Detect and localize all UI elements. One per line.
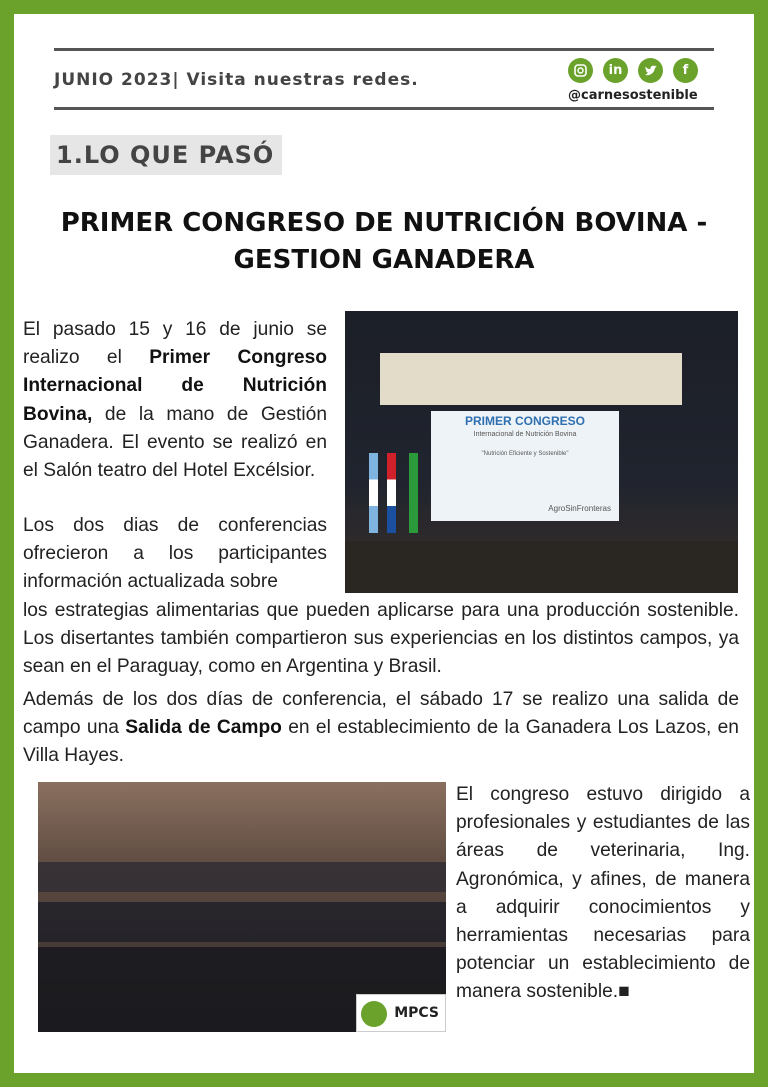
stage-banner: [380, 353, 682, 405]
brazil-flag: [409, 453, 418, 533]
audience-text: El congreso estuvo dirigido a profesionales y estudiantes de las áreas de veterinaria, Ing. Agronómica, y afines, de manera a adquirir conocimientos y herramientas necesarias para potenciar un establecimiento de manera sostenible.: [456, 784, 750, 1003]
intro-text-a: El pasado 15 y 16 de junio se realizo el: [23, 319, 327, 369]
instagram-icon[interactable]: [568, 58, 593, 83]
field-trip-text-a: Además de los dos días de conferencia, el sábado 17 se realizo una salida de campo una: [23, 689, 739, 739]
paragraph-conferences-start: Los dos dias de conferencias ofrecieron a los participantes información actualizada sobre: [23, 515, 327, 593]
argentina-flag: [369, 453, 378, 533]
facebook-icon[interactable]: f: [673, 58, 698, 83]
projection-screen: [431, 411, 619, 521]
mpcs-logo-mark: [361, 1001, 387, 1027]
paragraph-intro: [23, 316, 327, 485]
paraguay-flag: [387, 453, 396, 533]
field-trip-text-c: en el establecimiento de la Ganadera Los Lazos, en Villa Hayes.: [23, 717, 739, 767]
article-title-line2: GESTION GANADERA: [233, 245, 535, 275]
stage-floor: [345, 541, 738, 593]
paragraph-audience: [456, 781, 750, 1007]
screen-subtitle: Internacional de Nutrición Bovina: [473, 431, 577, 438]
screen-sponsor: AgroSinFronteras: [548, 504, 611, 513]
social-links: [568, 58, 698, 83]
linkedin-icon[interactable]: in: [603, 58, 628, 83]
mpcs-logo-text: MPCS: [394, 1005, 439, 1021]
audience-row-back: [38, 862, 446, 892]
audience-row-middle: [38, 902, 446, 942]
social-handle[interactable]: @carnesostenible: [568, 88, 698, 103]
twitter-icon[interactable]: [638, 58, 663, 83]
paragraph-field-trip: [23, 686, 739, 771]
article-title-line1: PRIMER CONGRESO DE NUTRICIÓN BOVINA -: [60, 208, 708, 238]
top-rule: [54, 48, 714, 51]
congress-name: Primer Congreso Internacional de Nutrición Bovina,: [23, 347, 327, 425]
end-mark: ■: [618, 981, 630, 1003]
screen-title: PRIMER CONGRESO: [464, 414, 585, 428]
mpcs-logo: [356, 994, 446, 1032]
congress-stage-photo: [345, 311, 738, 593]
header-bottom-rule: [54, 107, 714, 110]
audience-photo: [38, 782, 446, 1032]
article-title: [30, 205, 738, 279]
section-title: 1.LO QUE PASÓ: [50, 135, 282, 175]
screen-tagline: "Nutrición Eficiente y Sostenible": [481, 451, 569, 457]
paragraph-conferences-end: los estrategias alimentarias que pueden aplicarse para una producción sostenible. Los disertantes también compartieron sus experiencias en los distintos campos, ya sean en el Paraguay, como en Argentina y Brasil.: [23, 600, 739, 678]
newsletter-date: JUNIO 2023| Visita nuestras redes.: [54, 70, 419, 90]
field-trip-name: Salida de Campo: [125, 717, 282, 739]
intro-text-c: de la mano de Gestión Ganadera. El evento se realizó en el Salón teatro del Hotel Excélsior.: [23, 403, 327, 482]
